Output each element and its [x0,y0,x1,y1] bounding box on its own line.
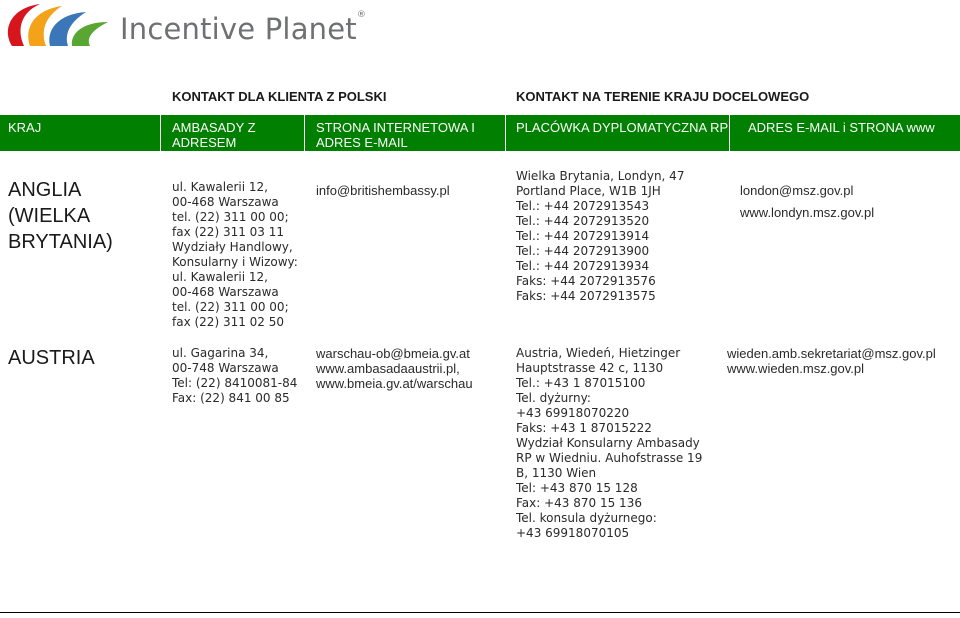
page-bottom-rule [0,612,960,613]
logo-wordmark: Incentive Planet® [120,10,367,46]
planet-logo-icon [0,0,112,50]
embassy-email[interactable]: info@britishembassy.pl [316,183,450,198]
column-header-strona: STRONA INTERNETOWA I ADRES E-MAIL [316,120,475,150]
post-contact[interactable]: wieden.amb.sekretariat@msz.gov.pl www.wieden.msz.gov.pl [727,346,936,376]
country-name: AUSTRIA [8,347,95,369]
post-contact[interactable]: london@msz.gov.pl www.londyn.msz.gov.pl [740,183,875,220]
column-divider [160,115,161,151]
column-header-ambasady: AMBASADY Z ADRESEM [172,120,256,150]
heading-destination-contact: KONTAKT NA TERENIE KRAJU DOCELOWEGO [516,89,810,104]
country-name: ANGLIA (WIELKA BRYTANIA) [8,179,113,253]
column-divider [505,115,506,151]
incentive-planet-logo [0,0,367,50]
column-divider [304,115,305,151]
column-header-placowka: PLACÓWKA DYPLOMATYCZNA RP [516,120,729,135]
heading-poland-contact: KONTAKT DLA KLIENTA Z POLSKI [172,89,387,104]
diplomatic-post: Wielka Brytania, Londyn, 47 Portland Place, W1B 1JH Tel.: +44 2072913543 Tel.: +44 2072913520 Tel.: +44 2072913914 Tel.: +44 2072913900 Tel.: +44 2072913934 Faks: +44 2072913576 Faks: +44 2072913575 [516,169,685,303]
embassy-address: ul. Kawalerii 12, 00-468 Warszawa tel. (22) 311 00 00; fax (22) 311 03 11 Wydziały Handlowy, Konsularny i Wizowy: ul. Kawalerii 12, 00-468 Warszawa tel. (22) 311 00 00; fax (22) 311 02 50 [172,180,298,329]
embassy-email-and-www[interactable]: warschau-ob@bmeia.gv.at www.ambasadaaustrii.pl, www.bmeia.gv.at/warschau [316,346,473,391]
embassy-address: ul. Gagarina 34, 00-748 Warszawa Tel: (22) 8410081-84 Fax: (22) 841 00 85 [172,346,298,405]
column-divider [729,115,730,151]
diplomatic-post: Austria, Wiedeń, Hietzinger Hauptstrasse 42 c, 1130 Tel.: +43 1 87015100 Tel. dyżurny: +43 69918070220 Faks: +43 1 87015222 Wydział Konsularny Ambasady RP w Wiedniu. Auhofstrasse 19 B, 1130 Wien Tel: +43 870 15 128 Fax: +43 870 15 136 Tel. konsula dyżurnego: +43 69918070105 [516,346,703,540]
column-header-kraj: KRAJ [8,120,42,135]
column-header-email-www: ADRES E-MAIL i STRONA www [748,120,935,135]
